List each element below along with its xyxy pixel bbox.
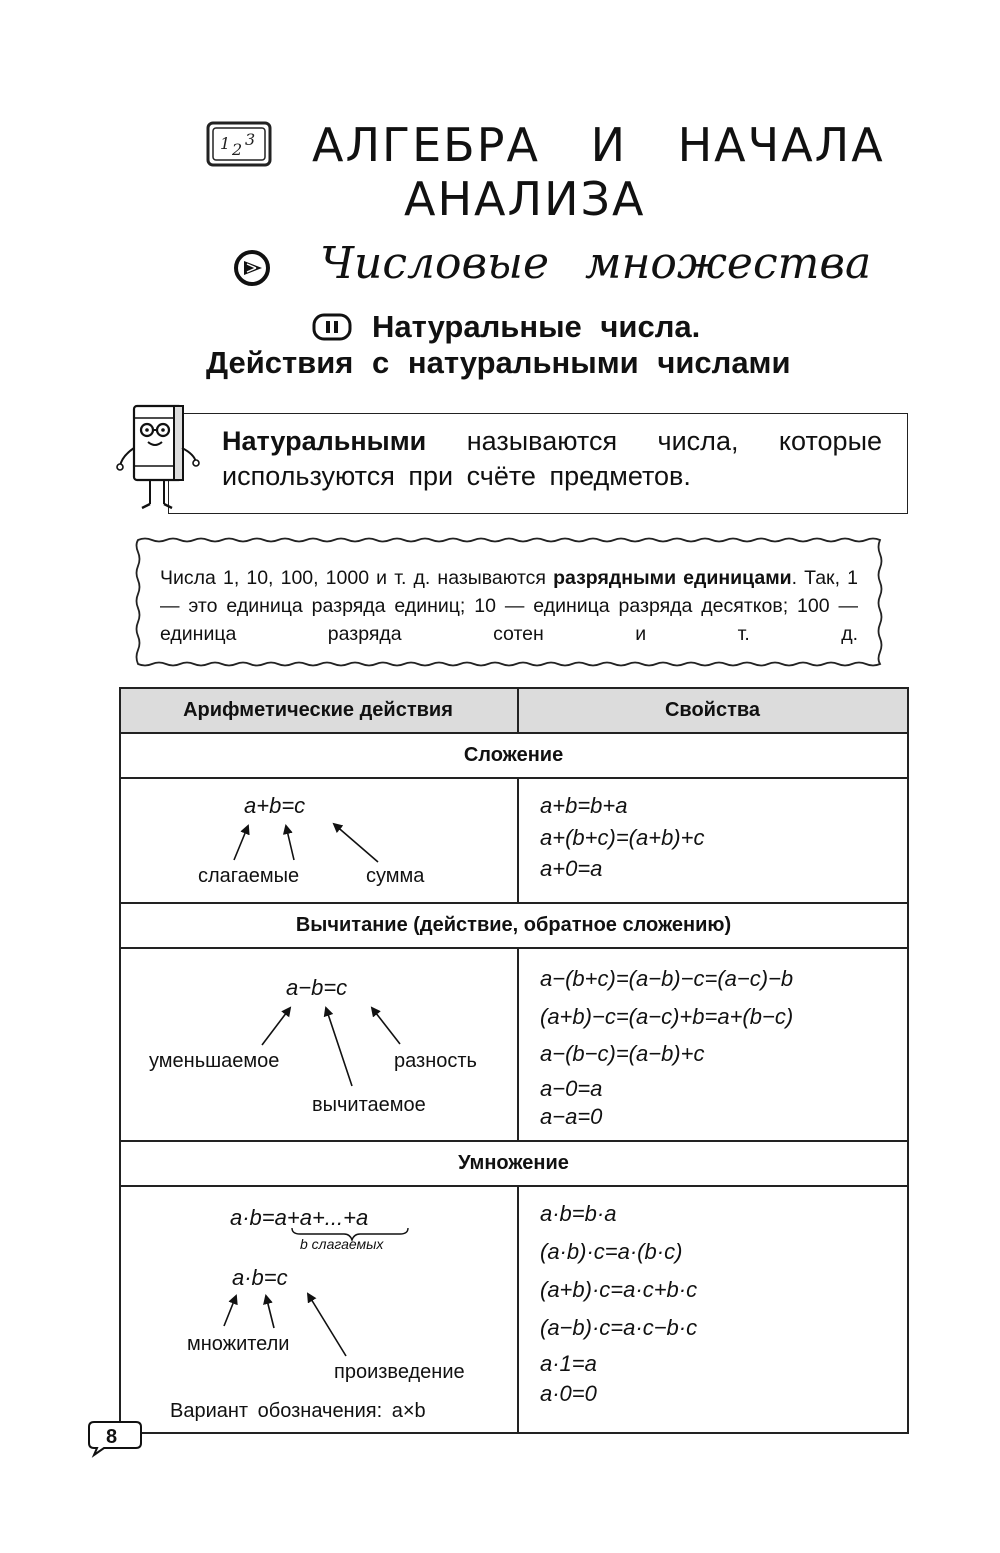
multiplication-definition-formula: a·b=a+a+...+a: [230, 1205, 369, 1230]
note-text: [160, 564, 858, 648]
definition-body: называются числа, которые используются при счёте предметов.: [222, 426, 882, 491]
arrow-icon: [262, 1008, 290, 1045]
note-bold-term: разрядными единицами: [553, 567, 792, 589]
subtraction-property: a−(b+c)=(a−b)−c=(a−c)−b: [540, 966, 794, 991]
arrow-icon: [308, 1294, 346, 1356]
multiplication-brace-label: b слагаемых: [300, 1236, 384, 1252]
note-part1: Числа 1, 10, 100, 1000 и т. д. называются: [160, 567, 554, 589]
multiplication-property: a·b=b·a: [540, 1201, 617, 1226]
page-number: 8: [106, 1426, 118, 1448]
multiplication-label-factors: множители: [187, 1333, 290, 1355]
arrow-icon: [224, 1296, 236, 1326]
subtraction-label-subtrahend: вычитаемое: [312, 1094, 426, 1116]
subsection-title-line2: Действия с натуральными числами: [206, 345, 791, 380]
table-rule: [119, 947, 909, 949]
arrow-icon: [372, 1008, 400, 1044]
subtraction-section-title: Вычитание (действие, обратное сложению): [295, 914, 732, 936]
addition-property: a+b=b+a: [540, 793, 628, 818]
addition-label-sum: сумма: [366, 865, 425, 887]
table-border-left: [119, 687, 121, 1433]
arrow-icon: [234, 826, 248, 860]
subtraction-label-difference: разность: [394, 1050, 477, 1072]
table-border-bottom: [119, 1432, 909, 1434]
addition-property: a+(b+c)=(a+b)+c: [540, 825, 705, 850]
definition-text: [222, 424, 882, 494]
multiplication-label-product: произведение: [334, 1361, 465, 1383]
addition-section-title: Сложение: [463, 744, 564, 766]
table-column-divider: [517, 777, 519, 903]
note-part2: . Так, 1 — это единица разряда единиц; 10 — единица разряда десятков; 100 — единица разряда сотен и т. д.: [160, 567, 858, 645]
section-title: Числовые множества: [320, 238, 872, 289]
arrow-icon: [334, 824, 378, 862]
subtraction-property: a−a=0: [540, 1104, 603, 1129]
subsection-title-line1: Натуральные числа.: [372, 309, 701, 344]
svg-text:1: 1: [220, 134, 231, 153]
subtraction-property: a−(b−c)=(a−b)+c: [540, 1041, 705, 1066]
definition-term: Натуральными: [222, 426, 427, 456]
table-header-properties: Свойства: [664, 699, 761, 721]
table-rule: [119, 777, 909, 779]
multiplication-property: (a+b)·c=a·c+b·c: [540, 1277, 698, 1302]
section-pencil-icon: [232, 248, 272, 288]
subtraction-property: (a+b)−c=(a−c)+b=a+(b−c): [540, 1004, 794, 1029]
subtraction-formula: a−b=c: [286, 975, 348, 1000]
subtraction-property: a−0=a: [540, 1076, 603, 1101]
table-header-actions: Арифметические действия: [183, 699, 453, 721]
addition-property: a+0=a: [540, 856, 603, 881]
chapter-title-line2: АНАЛИЗА: [404, 172, 646, 226]
svg-text:3: 3: [245, 130, 256, 149]
addition-formula: a+b=c: [244, 793, 306, 818]
book-mascot-illustration: [112, 400, 202, 515]
chapter-numbers-icon: [206, 121, 272, 167]
multiplication-property: (a·b)·c=a·(b·c): [540, 1239, 683, 1264]
multiplication-property: a·0=0: [540, 1381, 597, 1406]
multiplication-variant-notation: Вариант обозначения: a×b: [170, 1400, 426, 1422]
table-rule: [119, 902, 909, 904]
multiplication-property: (a−b)·c=a·c−b·c: [540, 1315, 698, 1340]
addition-label-addends: слагаемые: [198, 865, 300, 887]
table-border-top: [119, 687, 909, 689]
table-rule: [119, 1185, 909, 1187]
table-column-divider: [517, 947, 519, 1141]
subtraction-label-minuend: уменьшаемое: [149, 1050, 280, 1072]
arrow-icon: [326, 1008, 352, 1086]
multiplication-section-title: Умножение: [458, 1152, 569, 1174]
multiplication-property: a·1=a: [540, 1351, 597, 1376]
table-rule: [119, 1140, 909, 1142]
table-rule: [119, 732, 909, 734]
arrow-icon: [266, 1296, 274, 1328]
svg-text:2: 2: [232, 140, 243, 159]
table-border-right: [907, 687, 909, 1433]
table-column-divider: [517, 1185, 519, 1433]
chapter-title-line1: АЛГЕБРА И НАЧАЛА: [312, 118, 885, 172]
multiplication-formula: a·b=c: [232, 1265, 288, 1290]
arrow-icon: [286, 826, 294, 860]
subsection-pause-icon: [312, 313, 352, 341]
